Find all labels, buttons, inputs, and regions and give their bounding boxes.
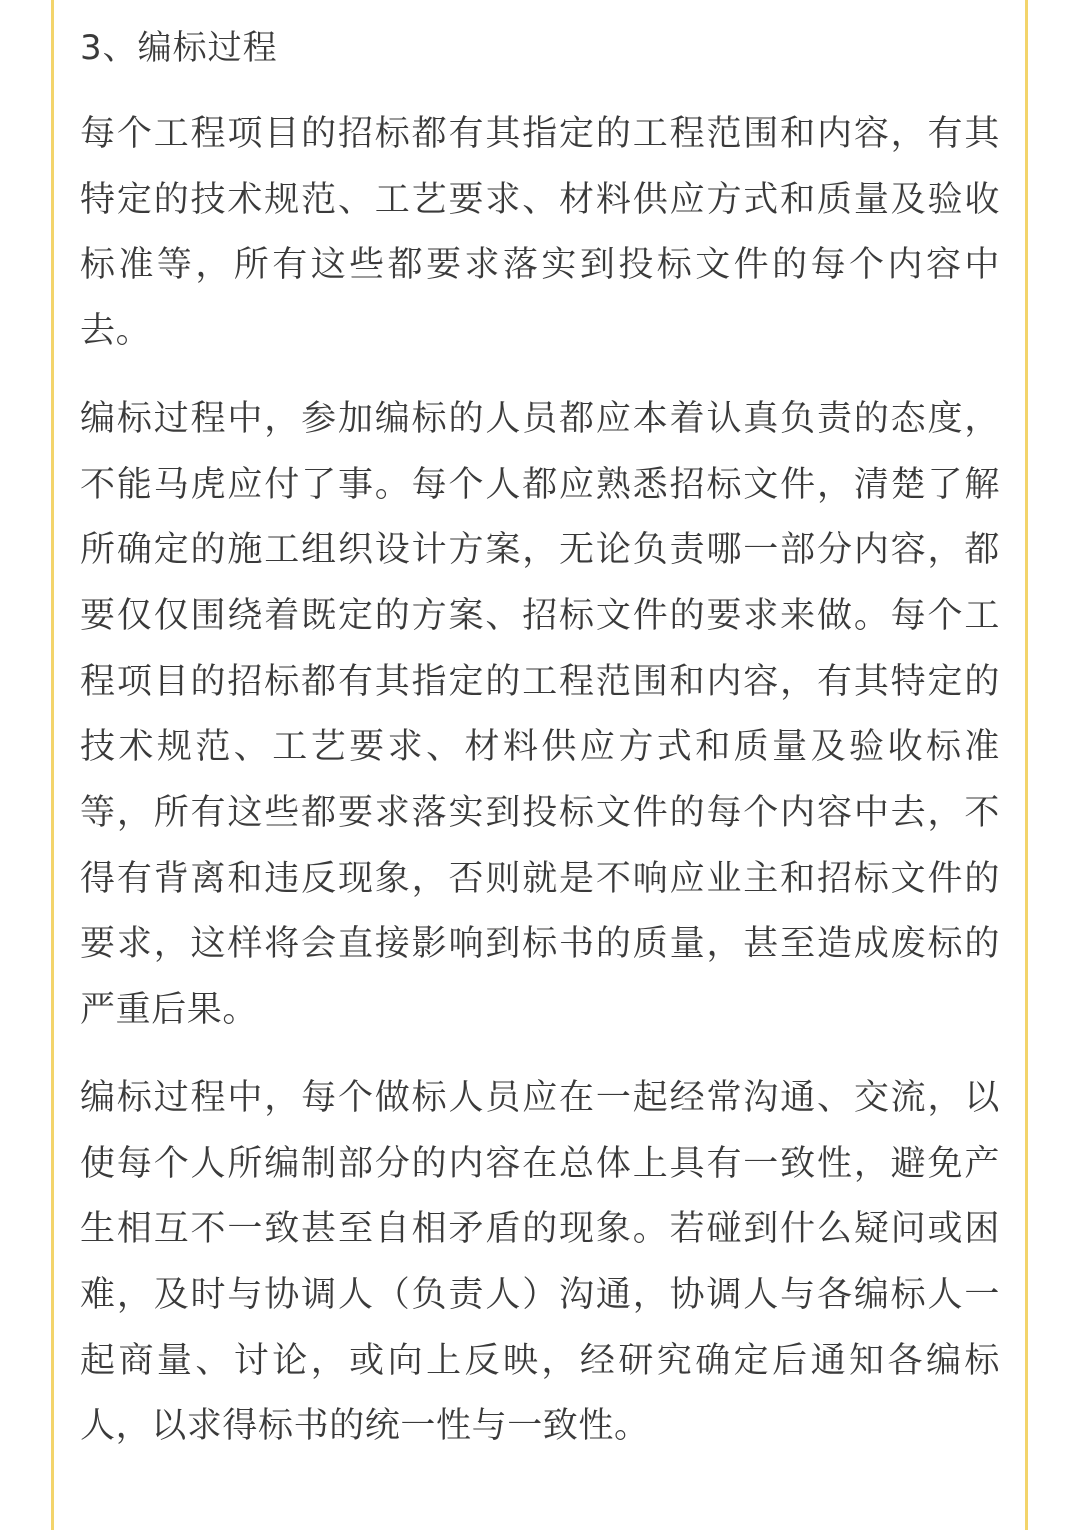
left-border-line xyxy=(51,0,54,1530)
paragraph-2: 编标过程中，参加编标的人员都应本着认真负责的态度，不能马虎应付了事。每个人都应熟悉招标文件，清楚了解所确定的施工组织设计方案，无论负责哪一部分内容，都要仅仅围绕着既定的方案、招标文件的要求来做。每个工程项目的招标都有其指定的工程范围和内容，有其特定的技术规范、工艺要求、材料供应方式和质量及验收标准等，所有这些都要求落实到投标文件的每个内容中去，不得有背离和违反现象，否则就是不响应业主和招标文件的要求，这样将会直接影响到标书的质量，甚至造成废标的严重后果。 xyxy=(80,398,1000,1031)
article-body xyxy=(80,18,1000,1482)
section-heading: 3、编标过程 xyxy=(80,28,278,68)
paragraph-1: 每个工程项目的招标都有其指定的工程范围和内容，有其特定的技术规范、工艺要求、材料供应方式和质量及验收标准等，所有这些都要求落实到投标文件的每个内容中去。 xyxy=(80,114,1000,352)
right-border-line xyxy=(1025,0,1028,1530)
paragraph-3: 编标过程中，每个做标人员应在一起经常沟通、交流，以使每个人所编制部分的内容在总体上具有一致性，避免产生相互不一致甚至自相矛盾的现象。若碰到什么疑问或困难，及时与协调人（负责人）沟通，协调人与各编标人一起商量、讨论，或向上反映，经研究确定后通知各编标人，以求得标书的统一性与一致性。 xyxy=(80,1077,1000,1447)
